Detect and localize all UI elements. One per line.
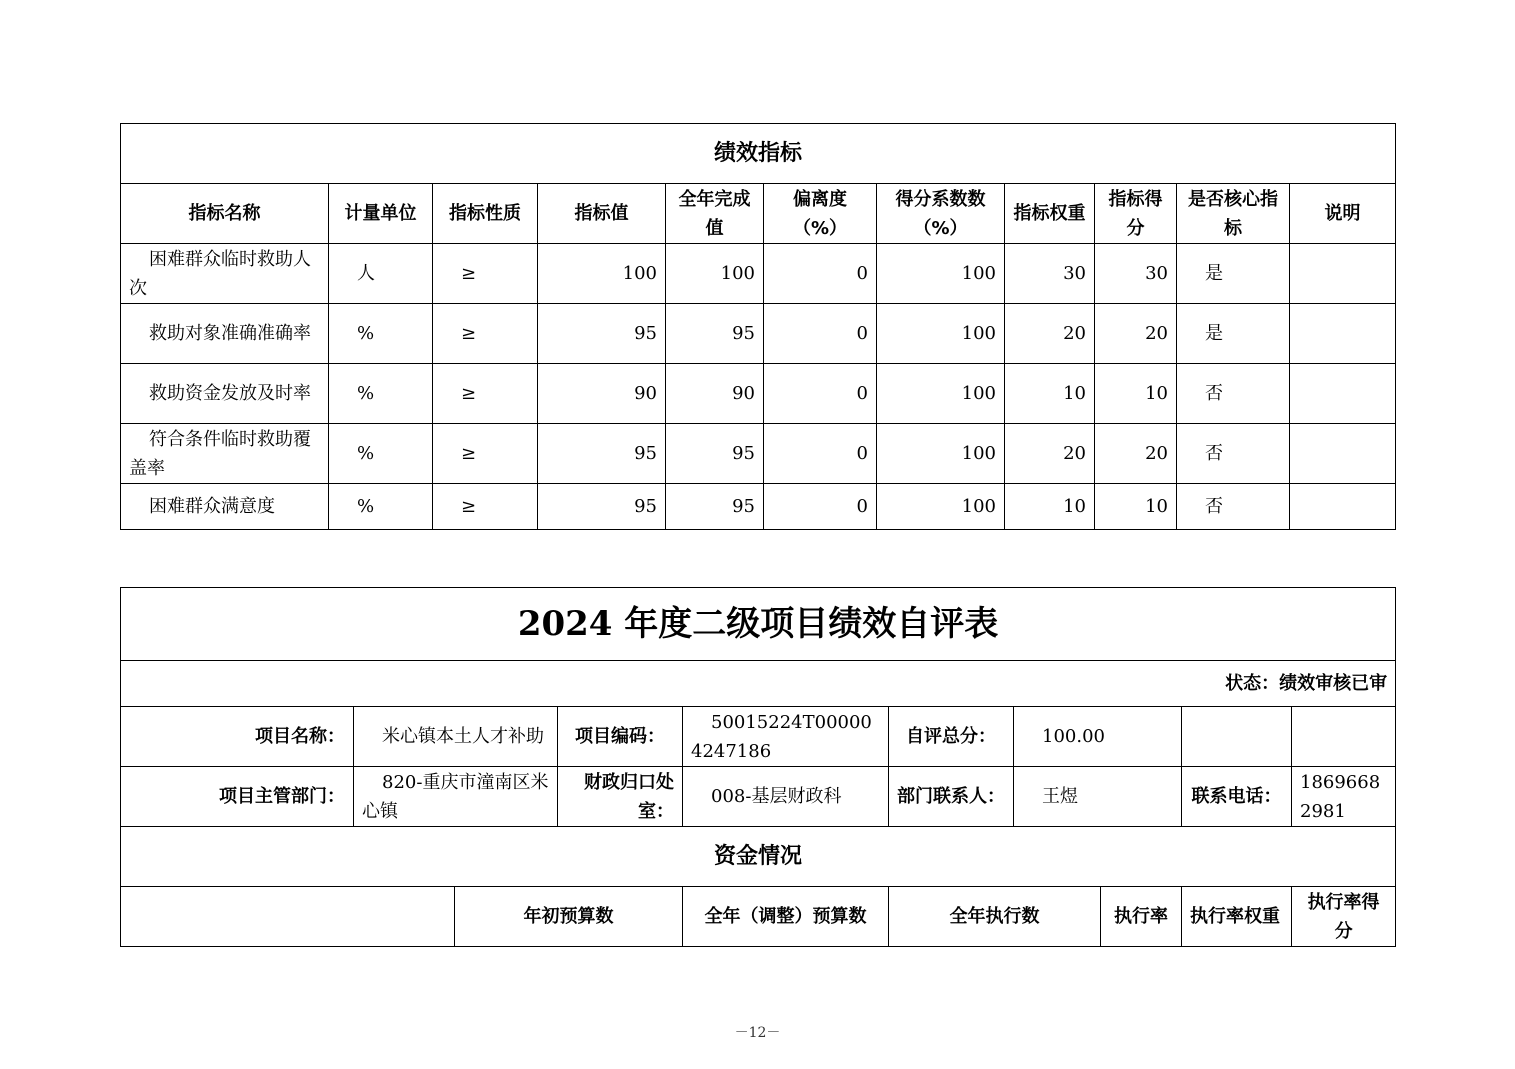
indicator-name: 救助资金发放及时率 [121, 364, 329, 424]
column-header: 说明 [1290, 184, 1396, 244]
score-cell: 20 [1095, 304, 1177, 364]
nature-cell: ≥ [433, 304, 538, 364]
weight-cell: 30 [1005, 244, 1095, 304]
coef-cell: 100 [877, 244, 1005, 304]
score-cell: 20 [1095, 424, 1177, 484]
indicator-name: 救助对象准确准确率 [121, 304, 329, 364]
column-header: 指标得分 [1095, 184, 1177, 244]
column-header: 偏离度（%） [764, 184, 877, 244]
table-row [121, 767, 1396, 827]
dept-value: 820-重庆市潼南区米心镇 [354, 767, 558, 827]
column-header: 年初预算数 [455, 887, 683, 947]
table-row [121, 244, 1396, 304]
total-score-label: 自评总分： [889, 707, 1014, 767]
unit-cell: % [329, 484, 433, 530]
performance-indicator-table [120, 123, 1396, 530]
column-header: 是否核心指标 [1177, 184, 1290, 244]
dept-label: 项目主管部门： [121, 767, 354, 827]
total-score-value: 100.00 [1014, 707, 1182, 767]
unit-cell: % [329, 304, 433, 364]
note-cell [1290, 304, 1396, 364]
table-row [121, 304, 1396, 364]
unit-cell: % [329, 424, 433, 484]
unit-cell: 人 [329, 244, 433, 304]
nature-cell: ≥ [433, 484, 538, 530]
funds-header-row [121, 887, 1396, 947]
funds-section-title: 资金情况 [121, 827, 1396, 887]
page-title: 2024 年度二级项目绩效自评表 [121, 588, 1396, 661]
indicator-name: 困难群众临时救助人次 [121, 244, 329, 304]
indicator-name: 困难群众满意度 [121, 484, 329, 530]
column-header: 计量单位 [329, 184, 433, 244]
score-cell: 10 [1095, 484, 1177, 530]
unit-cell: % [329, 364, 433, 424]
finance-label: 财政归口处室： [558, 767, 683, 827]
weight-cell: 20 [1005, 424, 1095, 484]
weight-cell: 10 [1005, 484, 1095, 530]
finance-value: 008-基层财政科 [683, 767, 889, 827]
project-name-value: 米心镇本土人才补助 [354, 707, 558, 767]
target-cell: 100 [538, 244, 666, 304]
coef-cell: 100 [877, 304, 1005, 364]
core-cell: 否 [1177, 364, 1290, 424]
phone-value: 18696682981 [1292, 767, 1396, 827]
indicator-name: 符合条件临时救助覆盖率 [121, 424, 329, 484]
weight-cell: 20 [1005, 304, 1095, 364]
column-header: 全年（调整）预算数 [683, 887, 889, 947]
score-cell: 30 [1095, 244, 1177, 304]
coef-cell: 100 [877, 484, 1005, 530]
actual-cell: 95 [666, 424, 764, 484]
weight-cell: 10 [1005, 364, 1095, 424]
actual-cell: 90 [666, 364, 764, 424]
project-code-label: 项目编码： [558, 707, 683, 767]
actual-cell: 95 [666, 484, 764, 530]
table-row [121, 707, 1396, 767]
column-header: 全年执行数 [889, 887, 1101, 947]
table-row [121, 364, 1396, 424]
column-header: 指标值 [538, 184, 666, 244]
status-badge: 状态：绩效审核已审 [121, 661, 1396, 707]
deviation-cell: 0 [764, 304, 877, 364]
deviation-cell: 0 [764, 244, 877, 304]
phone-label: 联系电话： [1182, 767, 1292, 827]
note-cell [1290, 424, 1396, 484]
coef-cell: 100 [877, 364, 1005, 424]
core-cell: 是 [1177, 304, 1290, 364]
column-header: 执行率得分 [1292, 887, 1396, 947]
nature-cell: ≥ [433, 244, 538, 304]
deviation-cell: 0 [764, 484, 877, 530]
nature-cell: ≥ [433, 364, 538, 424]
column-header: 指标名称 [121, 184, 329, 244]
contact-value: 王煜 [1014, 767, 1182, 827]
column-header: 得分系数数（%） [877, 184, 1005, 244]
core-cell: 否 [1177, 484, 1290, 530]
target-cell: 95 [538, 304, 666, 364]
target-cell: 95 [538, 484, 666, 530]
core-cell: 否 [1177, 424, 1290, 484]
note-cell [1290, 364, 1396, 424]
column-header: 全年完成值 [666, 184, 764, 244]
table-row [121, 484, 1396, 530]
note-cell [1290, 484, 1396, 530]
deviation-cell: 0 [764, 364, 877, 424]
target-cell: 95 [538, 424, 666, 484]
coef-cell: 100 [877, 424, 1005, 484]
table-row [121, 424, 1396, 484]
column-header: 执行率权重 [1182, 887, 1292, 947]
target-cell: 90 [538, 364, 666, 424]
empty-cell [1182, 707, 1292, 767]
section-title: 绩效指标 [121, 124, 1396, 184]
project-name-label: 项目名称： [121, 707, 354, 767]
page-number: －12－ [734, 1025, 781, 1041]
column-header: 执行率 [1101, 887, 1182, 947]
column-header: 指标权重 [1005, 184, 1095, 244]
table-header-row [121, 184, 1396, 244]
actual-cell: 95 [666, 304, 764, 364]
deviation-cell: 0 [764, 424, 877, 484]
score-cell: 10 [1095, 364, 1177, 424]
self-evaluation-table [120, 587, 1396, 947]
note-cell [1290, 244, 1396, 304]
project-code-value: 50015224T000004247186 [683, 707, 889, 767]
column-header [121, 887, 455, 947]
actual-cell: 100 [666, 244, 764, 304]
contact-label: 部门联系人： [889, 767, 1014, 827]
core-cell: 是 [1177, 244, 1290, 304]
nature-cell: ≥ [433, 424, 538, 484]
column-header: 指标性质 [433, 184, 538, 244]
empty-cell [1292, 707, 1396, 767]
